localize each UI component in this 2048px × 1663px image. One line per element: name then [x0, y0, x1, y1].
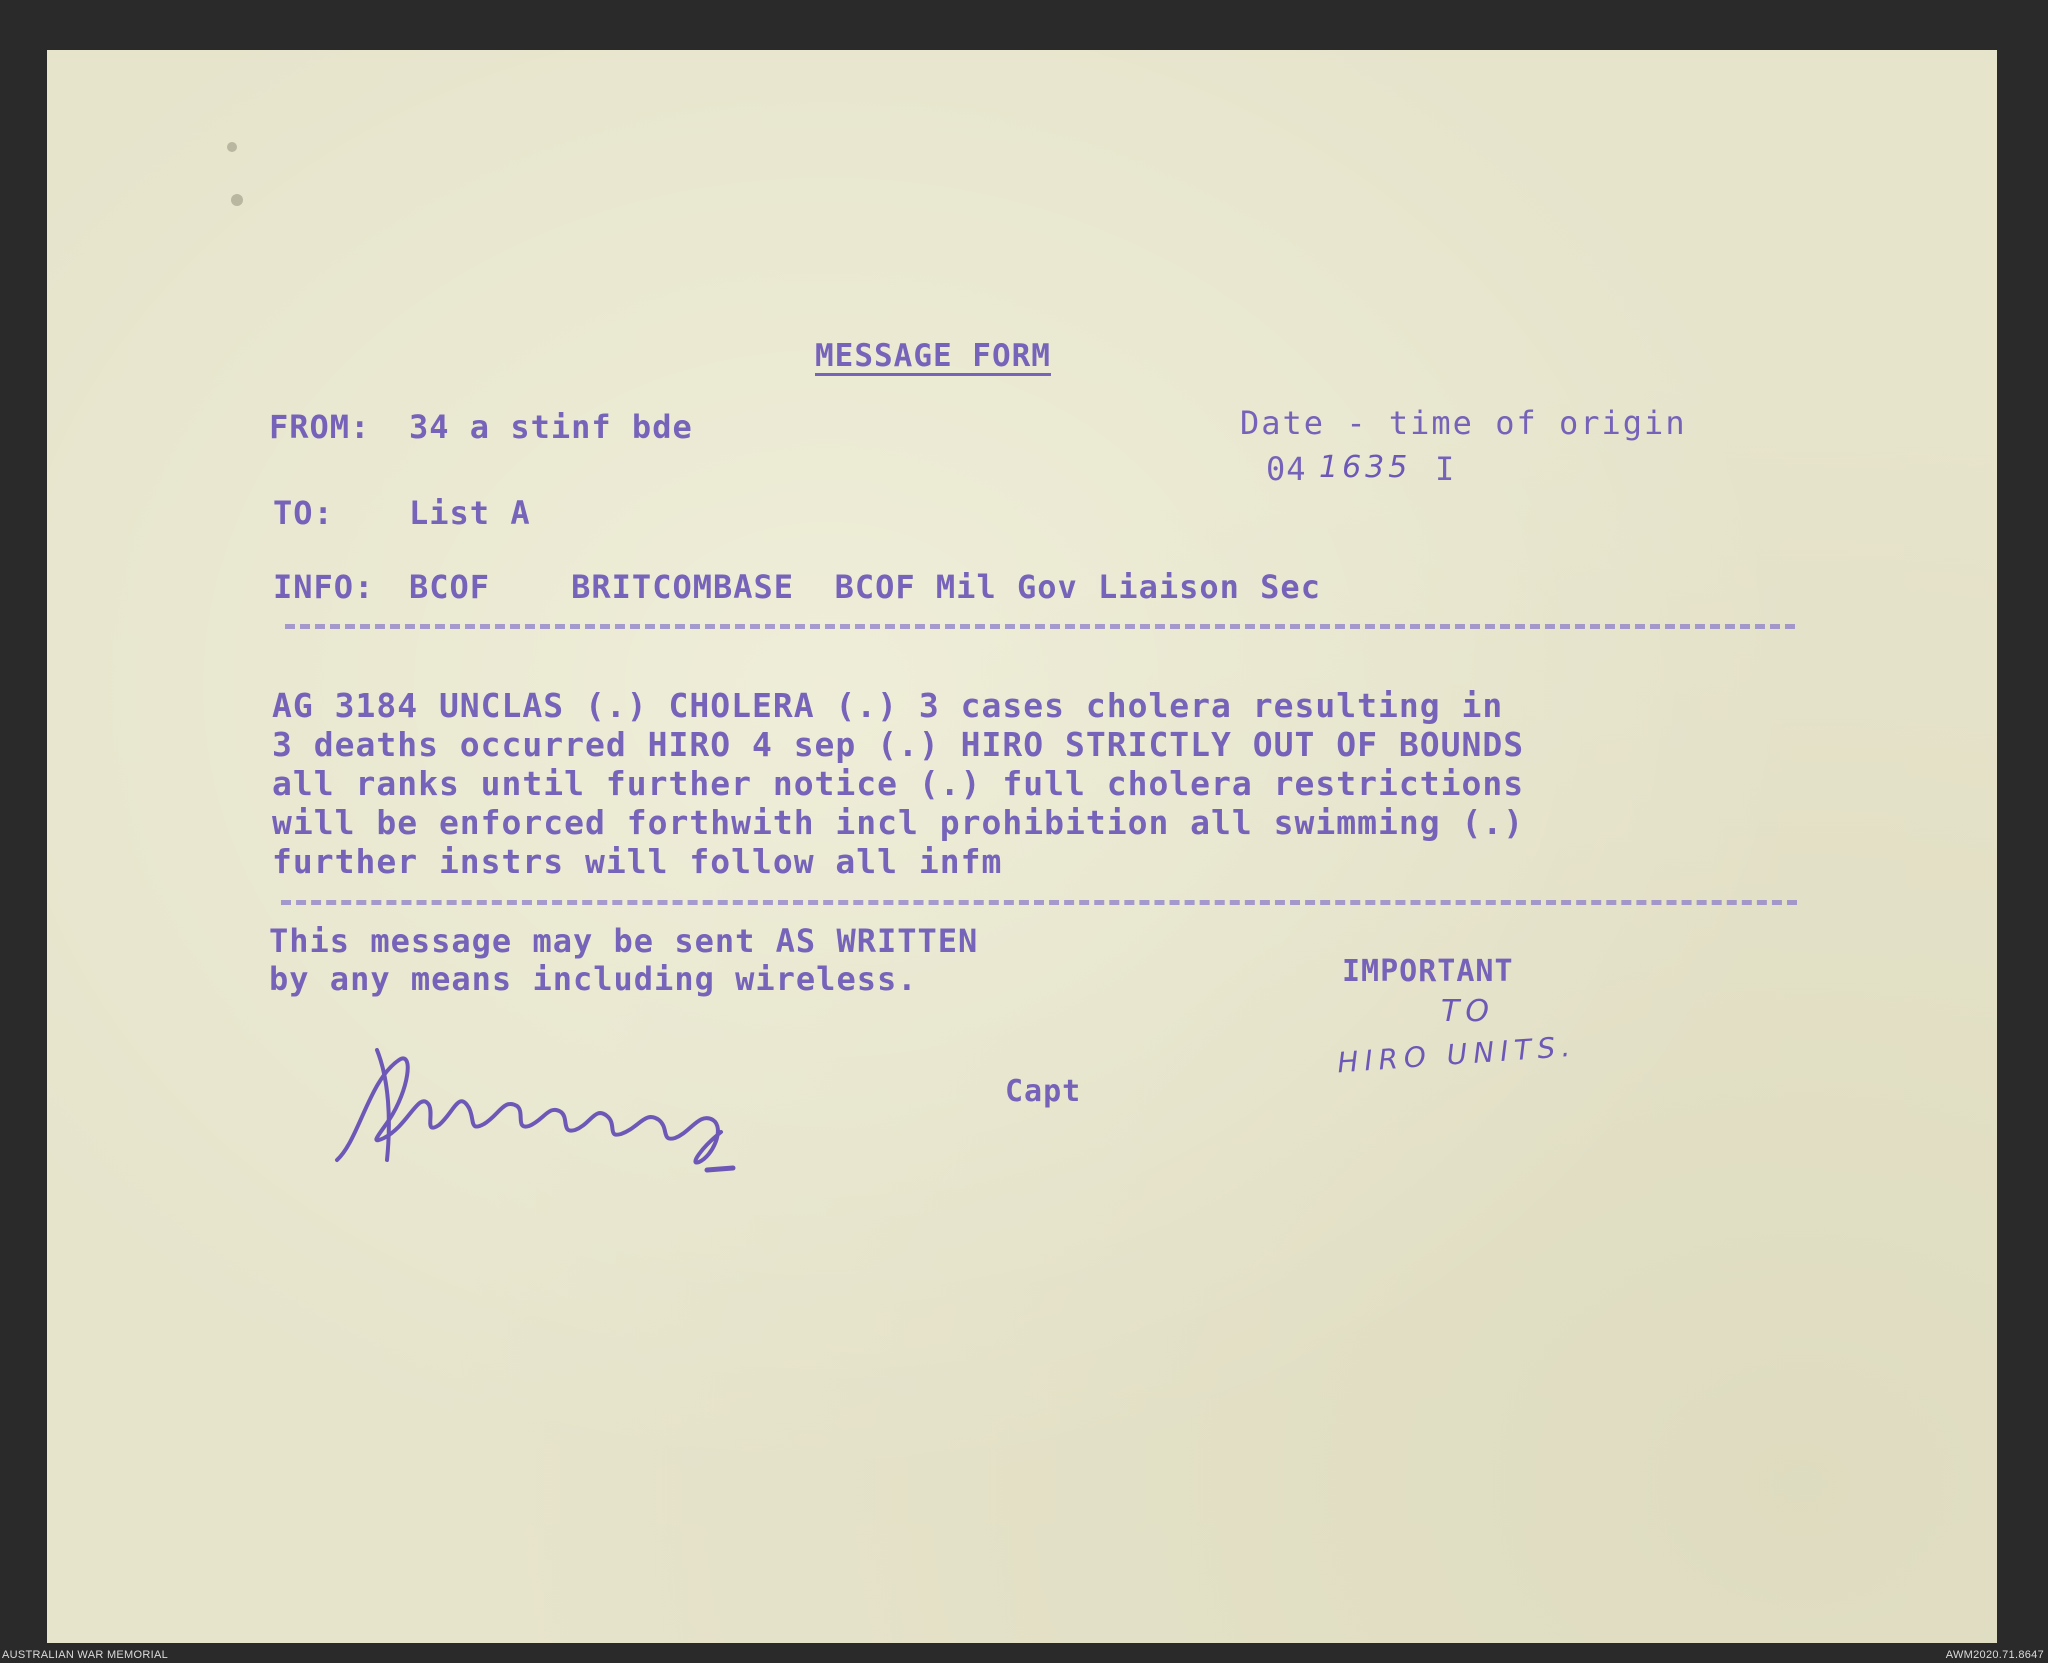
message-form-paper [47, 50, 1997, 1643]
body-divider [281, 900, 1797, 905]
accession-number: AWM2020.71.8647 [1945, 1649, 2044, 1661]
archive-institution: AUSTRALIAN WAR MEMORIAL [2, 1649, 169, 1661]
from-label: FROM: [269, 408, 371, 446]
message-body-line-1: AG 3184 UNCLAS (.) CHOLERA (.) 3 cases cholera resulting in [272, 686, 1504, 725]
handwritten-units: HIRO UNITS. [1336, 1029, 1578, 1080]
staple-hole-bottom [231, 194, 243, 206]
info-label: INFO: [273, 568, 375, 606]
signature-rank: Capt [1005, 1074, 1082, 1109]
transmission-note-line-2: by any means including wireless. [269, 960, 918, 998]
date-label: Date - time of origin [1240, 404, 1687, 442]
date-value-typed: 04 [1266, 450, 1307, 488]
header-divider [285, 624, 1795, 629]
to-value: List A [409, 494, 531, 532]
staple-hole-top [227, 142, 237, 152]
info-value: BCOF BRITCOMBASE BCOF Mil Gov Liaison Sec [409, 568, 1321, 606]
transmission-note-line-1: This message may be sent AS WRITTEN [269, 922, 979, 960]
to-label: TO: [273, 494, 334, 532]
message-body-line-2: 3 deaths occurred HIRO 4 sep (.) HIRO STRICTLY OUT OF BOUNDS [272, 725, 1525, 764]
message-body-line-4: will be enforced forthwith incl prohibition all swimming (.) [272, 803, 1525, 842]
message-body-line-5: further instrs will follow all infm [272, 842, 1003, 881]
from-value: 34 a stinf bde [409, 408, 693, 446]
form-title: MESSAGE FORM [815, 338, 1051, 374]
date-value-handwritten: 1635 [1319, 450, 1412, 485]
priority-label: IMPORTANT [1342, 954, 1514, 989]
handwritten-to: TO [1441, 994, 1495, 1029]
signature-scrawl [329, 1020, 749, 1180]
message-body-line-3: all ranks until further notice (.) full cholera restrictions [272, 764, 1525, 803]
date-suffix: I [1435, 450, 1456, 488]
